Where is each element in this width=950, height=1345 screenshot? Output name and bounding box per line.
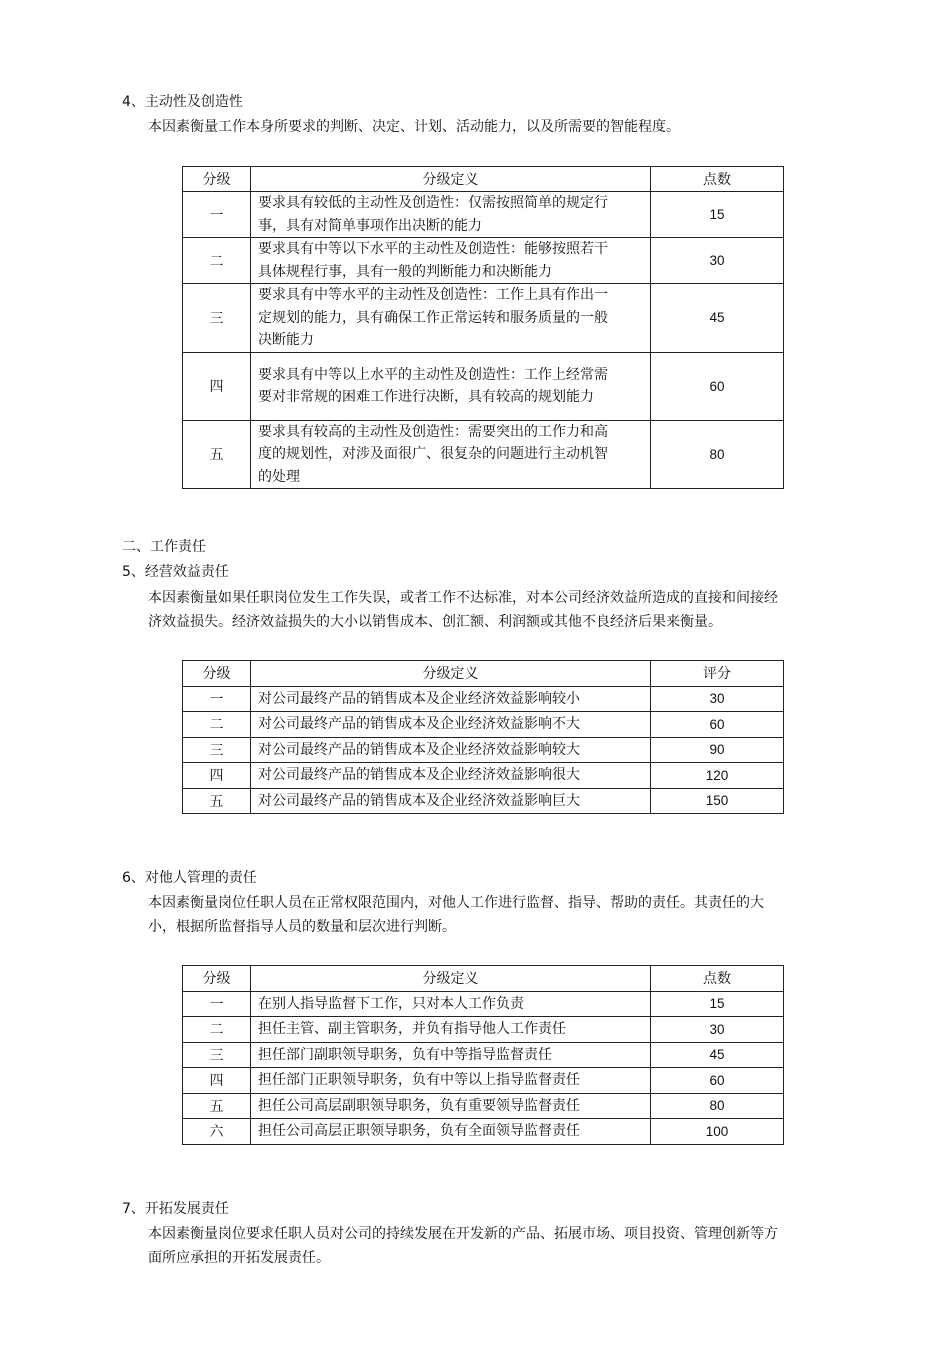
definition-cell: 担任公司高层正职领导职务，负有全面领导监督责任 — [251, 1119, 651, 1145]
definition-text: 要求具有中等以下水平的主动性及创造性：能够按照若干具体规程行事，具有一般的判断能力和决断能力 — [258, 241, 608, 280]
table-row — [183, 1017, 784, 1043]
header-points: 点数 — [651, 167, 784, 192]
table-economic-benefit — [182, 660, 784, 814]
definition-cell: 对公司最终产品的销售成本及企业经济效益影响较大 — [251, 737, 651, 763]
table-header-row — [183, 661, 784, 687]
definition-cell: 担任公司高层副职领导职务，负有重要领导监督责任 — [251, 1093, 651, 1119]
points-cell: 15 — [651, 192, 784, 238]
table-row — [183, 788, 784, 814]
section-6-heading: 6、对他人管理的责任 — [122, 870, 257, 886]
section-7-description: 本因素衡量岗位要求任职人员对公司的持续发展在开发新的产品、拓展市场、项目投资、管理创新等方面所应承担的开拓发展责任。 — [148, 1226, 778, 1266]
table-management-responsibility — [182, 965, 784, 1145]
table-row — [183, 1042, 784, 1068]
table-row — [183, 1119, 784, 1145]
header-definition: 分级定义 — [251, 966, 651, 992]
points-cell: 30 — [651, 1017, 784, 1043]
definition-cell — [251, 420, 651, 489]
section-5-description: 本因素衡量如果任职岗位发生工作失误，或者工作不达标准，对本公司经济效益所造成的直接和间接经济效益损失。经济效益损失的大小以销售成本、创汇额、利润额或其他不良经济后果来衡量。 — [148, 590, 778, 630]
table-initiative — [182, 166, 784, 489]
score-cell: 30 — [651, 686, 784, 712]
header-level: 分级 — [183, 966, 251, 992]
definition-text: 要求具有较高的主动性及创造性：需要突出的工作力和高度的规划性，对涉及面很广、很复杂的问题进行主动机智的处理 — [258, 423, 608, 485]
level-cell: 五 — [183, 788, 251, 814]
definition-cell: 对公司最终产品的销售成本及企业经济效益影响不大 — [251, 712, 651, 738]
points-cell: 60 — [651, 352, 784, 420]
header-level: 分级 — [183, 661, 251, 687]
header-definition: 分级定义 — [251, 661, 651, 687]
table-row — [183, 420, 784, 489]
points-cell: 60 — [651, 1068, 784, 1094]
section-6-description: 本因素衡量岗位任职人员在正常权限范围内，对他人工作进行监督、指导、帮助的责任。其责任的大小，根据所监督指导人员的数量和层次进行判断。 — [148, 895, 764, 935]
header-score: 评分 — [651, 661, 784, 687]
points-cell: 15 — [651, 991, 784, 1017]
definition-cell: 担任部门副职领导职务，负有中等指导监督责任 — [251, 1042, 651, 1068]
table-row — [183, 352, 784, 420]
definition-cell: 对公司最终产品的销售成本及企业经济效益影响巨大 — [251, 788, 651, 814]
points-cell: 100 — [651, 1119, 784, 1145]
level-cell: 六 — [183, 1119, 251, 1145]
score-cell: 120 — [651, 763, 784, 789]
definition-cell — [251, 284, 651, 353]
table-row — [183, 1068, 784, 1094]
level-cell: 二 — [183, 712, 251, 738]
points-cell: 80 — [651, 420, 784, 489]
points-cell: 45 — [651, 1042, 784, 1068]
points-cell: 30 — [651, 238, 784, 284]
section-7-heading: 7、开拓发展责任 — [122, 1201, 229, 1217]
definition-cell: 担任主管、副主管职务，并负有指导他人工作责任 — [251, 1017, 651, 1043]
score-cell: 150 — [651, 788, 784, 814]
header-level: 分级 — [183, 167, 251, 192]
level-cell: 一 — [183, 686, 251, 712]
part-2-heading: 二、工作责任 — [122, 539, 206, 555]
level-cell: 四 — [183, 352, 251, 420]
table-row — [183, 737, 784, 763]
level-cell: 三 — [183, 737, 251, 763]
definition-cell — [251, 352, 651, 420]
header-definition: 分级定义 — [251, 167, 651, 192]
level-cell: 二 — [183, 1017, 251, 1043]
table-row — [183, 763, 784, 789]
section-4-description: 本因素衡量工作本身所要求的判断、决定、计划、活动能力，以及所需要的智能程度。 — [148, 119, 680, 135]
table-row — [183, 686, 784, 712]
score-cell: 60 — [651, 712, 784, 738]
table-row — [183, 284, 784, 353]
section-5-heading: 5、经营效益责任 — [122, 564, 229, 580]
table-header-row — [183, 966, 784, 992]
definition-text: 要求具有较低的主动性及创造性：仅需按照简单的规定行事，具有对简单事项作出决断的能力 — [258, 195, 608, 234]
level-cell: 二 — [183, 238, 251, 284]
level-cell: 一 — [183, 192, 251, 238]
table-row — [183, 991, 784, 1017]
section-4-heading: 4、主动性及创造性 — [122, 94, 243, 110]
table-row — [183, 1093, 784, 1119]
level-cell: 四 — [183, 763, 251, 789]
definition-cell: 担任部门正职领导职务，负有中等以上指导监督责任 — [251, 1068, 651, 1094]
points-cell: 80 — [651, 1093, 784, 1119]
definition-cell — [251, 238, 651, 284]
points-cell: 45 — [651, 284, 784, 353]
level-cell: 五 — [183, 420, 251, 489]
header-points: 点数 — [651, 966, 784, 992]
level-cell: 三 — [183, 1042, 251, 1068]
table-row — [183, 238, 784, 284]
table-header-row — [183, 167, 784, 192]
level-cell: 一 — [183, 991, 251, 1017]
table-row — [183, 712, 784, 738]
definition-cell: 对公司最终产品的销售成本及企业经济效益影响很大 — [251, 763, 651, 789]
definition-cell: 对公司最终产品的销售成本及企业经济效益影响较小 — [251, 686, 651, 712]
level-cell: 五 — [183, 1093, 251, 1119]
level-cell: 三 — [183, 284, 251, 353]
definition-cell — [251, 192, 651, 238]
definition-text: 要求具有中等水平的主动性及创造性：工作上具有作出一定规划的能力，具有确保工作正常运转和服务质量的一般决断能力 — [258, 287, 608, 348]
level-cell: 四 — [183, 1068, 251, 1094]
definition-cell: 在别人指导监督下工作，只对本人工作负责 — [251, 991, 651, 1017]
score-cell: 90 — [651, 737, 784, 763]
definition-text: 要求具有中等以上水平的主动性及创造性：工作上经常需要对非常规的困难工作进行决断，具有较高的规划能力 — [258, 366, 608, 405]
table-row — [183, 192, 784, 238]
